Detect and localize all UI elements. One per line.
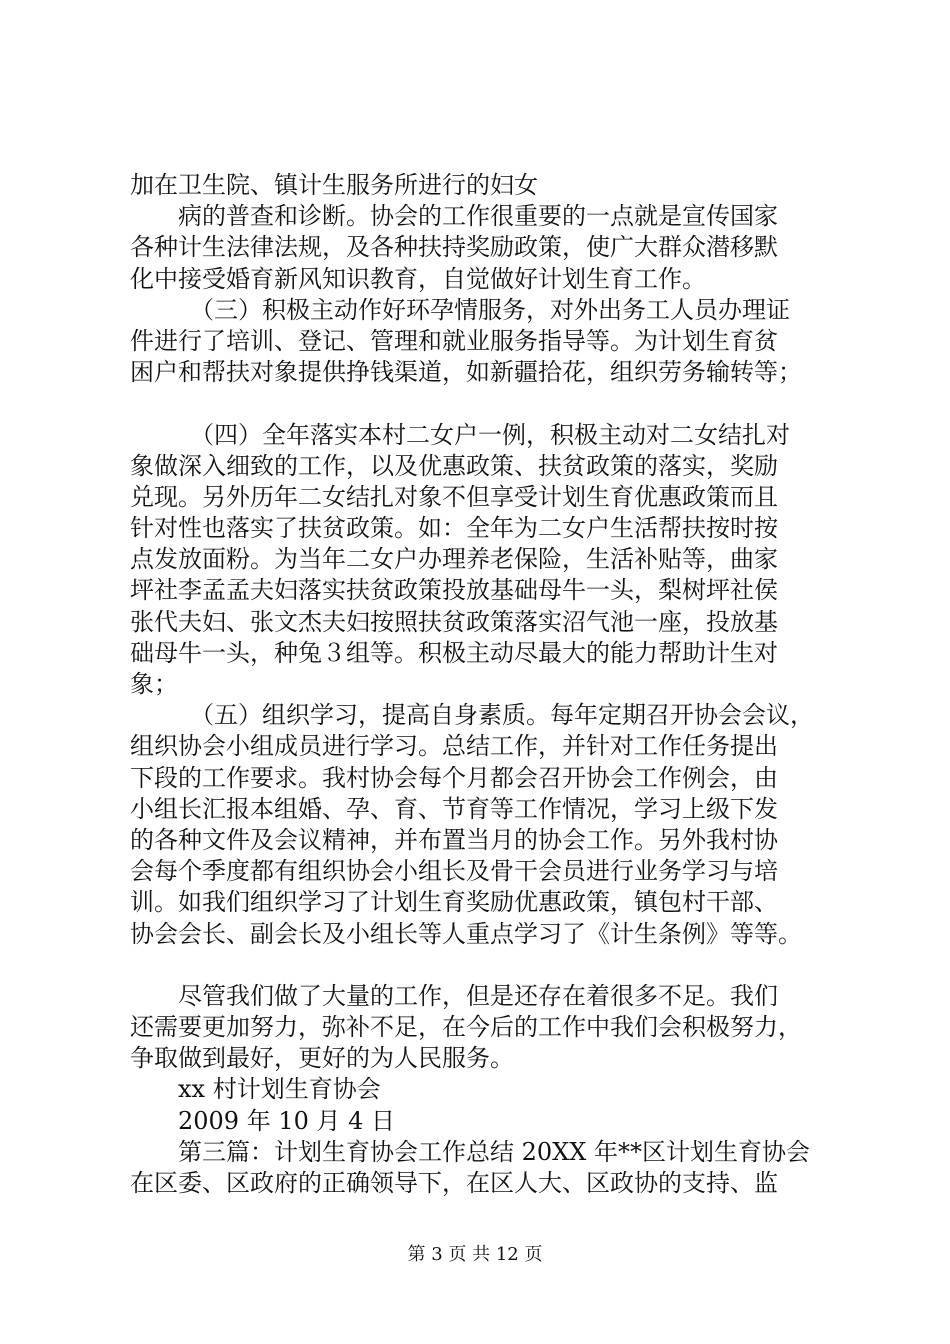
text-line: 的各种文件及会议精神，并布置当月的协会工作。另外我村协 (130, 825, 778, 854)
text-line: 象做深入细致的工作，以及优惠政策、扶贫政策的落实，奖励 (130, 451, 778, 480)
text-line: 第三篇：计划生育协会工作总结 20XX 年**区计划生育协会 (178, 1137, 810, 1166)
page-number-footer: 第 3 页 共 12 页 (407, 1244, 543, 1265)
text-line: 协会会长、副会长及小组长等人重点学习了《计生条例》等等。 (130, 919, 802, 948)
text-line: 化中接受婚育新风知识教育，自觉做好计划生育工作。 (130, 264, 706, 293)
text-line: 会每个季度都有组织协会小组长及骨干会员进行业务学习与培 (130, 857, 778, 886)
text-line: 还需要更加努力，弥补不足，在今后的工作中我们会积极努力， (130, 1013, 802, 1042)
text-line: 加在卫生院、镇计生服务所进行的妇女 (130, 171, 538, 199)
text-line: 兑现。另外历年二女结扎对象不但享受计划生育优惠政策而且 (130, 482, 778, 511)
text-line: 在区委、区政府的正确领导下，在区人大、区政协的支持、监 (130, 1169, 778, 1197)
document-body (130, 170, 850, 1199)
text-line: （三）积极主动作好环孕情服务，对外出务工人员办理证 (190, 295, 790, 324)
text-line: （五）组织学习，提高自身素质。每年定期召开协会会议， (190, 701, 814, 730)
text-line: 小组长汇报本组婚、孕、育、节育等工作情况，学习上级下发 (130, 794, 778, 823)
text-line: 针对性也落实了扶贫政策。如：全年为二女户生活帮扶按时按 (130, 514, 778, 543)
text-line: 尽管我们做了大量的工作，但是还存在着很多不足。我们 (178, 981, 778, 1010)
text-line: （四）全年落实本村二女户一例，积极主动对二女结扎对 (190, 420, 790, 449)
text-line: 础母牛一头，种兔３组等。积极主动尽最大的能力帮助计生对 (130, 638, 778, 667)
text-line: 象； (130, 670, 178, 698)
text-line: 病的普查和诊断。协会的工作很重要的一点就是宣传国家 (178, 202, 778, 231)
signature-date: 2009 年 10 月 4 日 (178, 1106, 396, 1135)
paragraph-gap (130, 950, 850, 981)
text-line: 件进行了培训、登记、管理和就业服务指导等。为计划生育贫 (130, 326, 778, 355)
text-line: 点发放面粉。为当年二女户办理养老保险，生活补贴等，曲家 (130, 545, 778, 574)
text-line: 组织协会小组成员进行学习。总结工作，并针对工作任务提出 (130, 732, 778, 761)
text-line: 张代夫妇、张文杰夫妇按照扶贫政策落实沼气池一座，投放基 (130, 607, 778, 636)
text-line: 各种计生法律法规，及各种扶持奖励政策，使广大群众潜移默 (130, 233, 778, 262)
text-line: 下段的工作要求。我村协会每个月都会召开协会工作例会，由 (130, 763, 778, 792)
text-line: 坪社李孟孟夫妇落实扶贫政策投放基础母牛一头，梨树坪社侯 (130, 576, 778, 605)
signature-organization: xx 村计划生育协会 (178, 1075, 381, 1104)
text-line: 争取做到最好，更好的为人民服务。 (130, 1044, 514, 1073)
text-line: 训。如我们组织学习了计划生育奖励优惠政策，镇包村干部、 (130, 888, 778, 917)
paragraph-gap (130, 388, 850, 419)
text-line: 困户和帮扶对象提供挣钱渠道，如新疆拾花，组织劳务输转等； (130, 358, 802, 387)
